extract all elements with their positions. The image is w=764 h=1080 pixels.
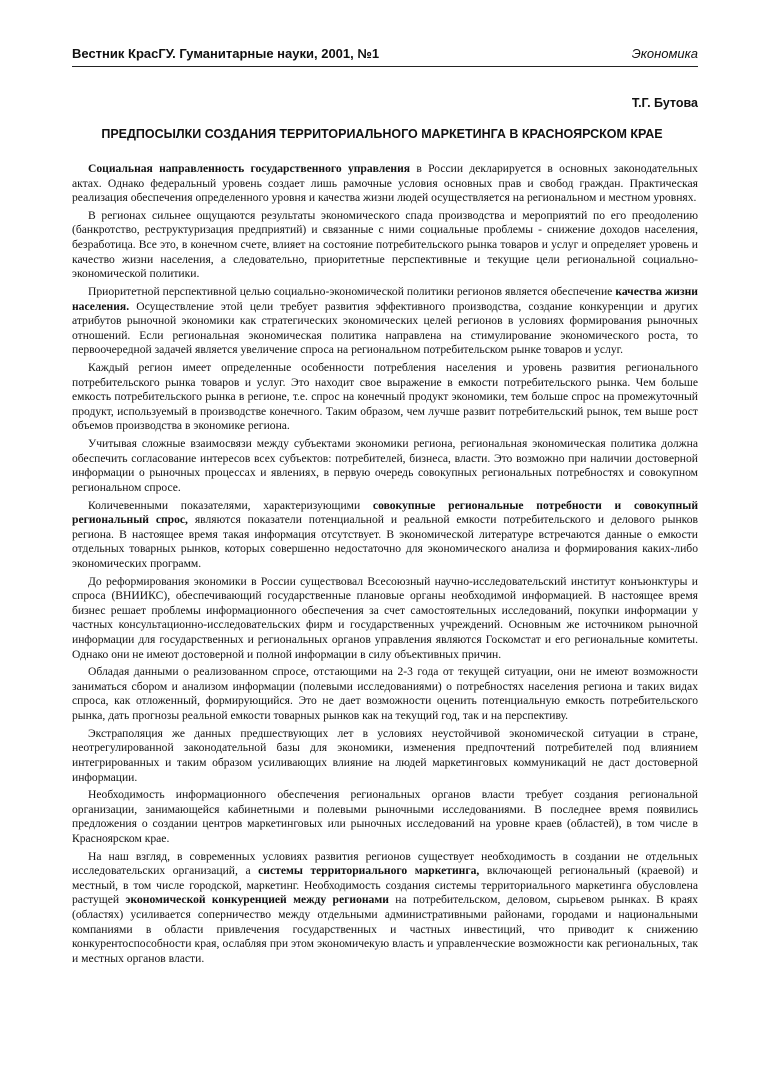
text-run: включающей региональный (краевой) и местный, в том числе городской, маркетинг. Необходимость создания системы территориального маркетинга обусловлена растущей bbox=[72, 864, 699, 907]
text-run: на потребительском, деловом, сырьевом рынках. В краях (областях) усиливается соперничество между отдельными административными районами, городами и национальными компаниями в области привлечения государственных и частных инвестиций, что приводит к снижению конкурентоспособности края, ослабляя при этом экономичекую власть и управленческие возможности как региональных, так и местных органов власти. bbox=[72, 893, 698, 965]
text-run: Осуществление этой цели требует развития эффективного производства, создание конкуренции и других атрибутов рыночной экономики как стратегических экономических целей регионов в условиях формирования рыночных отношений. Если региональная экономическая политика направлена на стимулирование экономического роста, то первоочередной задачей является увеличение спроса на региональном потребительском рынке товаров и услуг. bbox=[72, 299, 698, 357]
body-paragraph bbox=[72, 850, 698, 967]
body-paragraph bbox=[72, 575, 698, 663]
body-paragraph bbox=[72, 499, 698, 572]
text-run: Учитывая сложные взаимосвязи между субъектами экономики региона, региональная экономическая политика должна обеспечить согласование интересов всех субъектов: потребителей, бизнеса, власти. Это возможно при наличии достоверной информации о рыночных процессах и явлениях, в первую очередь совокупных региональных потребностях и совокупном региональном спросе. bbox=[72, 437, 698, 494]
text-run: Приоритетной перспективной целью социально-экономической политики регионов является обеспечение bbox=[88, 284, 616, 298]
body-paragraph bbox=[72, 361, 698, 434]
bold-phrase: экономической конкуренцией между регионами bbox=[125, 893, 389, 907]
text-run: Необходимость информационного обеспечения региональных органов власти требует создания региональной организации, занимающейся кабинетными и полевыми рыночными исследованиями. В последнее время появились предложения о создании центров маркетинговых или рыночных исследований на уровне краев (областей), в том числе в Красноярском крае. bbox=[72, 788, 698, 845]
article-author: Т.Г. Бутова bbox=[631, 96, 698, 110]
section-name: Экономика bbox=[631, 46, 698, 61]
body-paragraph bbox=[72, 285, 698, 358]
body-paragraph bbox=[72, 727, 698, 785]
article-title: ПРЕДПОСЫЛКИ СОЗДАНИЯ ТЕРРИТОРИАЛЬНОГО МАРКЕТИНГА В КРАСНОЯРСКОМ КРАЕ bbox=[101, 127, 663, 141]
journal-title: Вестник КрасГУ. Гуманитарные науки, 2001, №1 bbox=[72, 46, 380, 61]
text-run: в России декларируется в основных законодательных актах. Однако федеральный уровень создает лишь рамочные условия основных прав и свобод граждан. Практическая реализация обеспечения определенного уровня и качества жизни людей осуществляется на региональном и местном уровнях. bbox=[72, 162, 698, 205]
text-run: Количевенными показателями, характеризующими bbox=[88, 498, 373, 512]
text-run: На наш взгляд, в современных условиях развития регионов существует необходимость в создании не отдельных исследовательских организаций, а bbox=[72, 849, 698, 878]
text-run: Обладая данными о реализованном спросе, отстающими на 2-3 года от текущей ситуации, они не имеют возможности заниматься сбором и анализом информации (полевыми исследованиями) о потребностях населения региона и таких видах спроса, как отложенный, формирующийся. Это не дает возможности оценить потенциальную емкость потребительского рынка, дать прогнозы реальной емкости товарных рынков как на текущий год, так и на перспективу. bbox=[72, 665, 698, 723]
text-run: В регионах сильнее ощущаются результаты экономического спада производства и мероприятий по его преодолению (банкротство, реструктуризация предприятий) и связанные с ними социальные проблемы - снижение доходов населения, безработица. Все это, в конечном счете, влияет на состояние потребительского рынка товаров и услуг и определяет уровень и качество жизни населения, а следовательно, приоритетные перспективные и текущие цели региональной социально-экономической политики. bbox=[72, 208, 698, 281]
article-body bbox=[72, 162, 698, 970]
bold-phrase: Социальная направленность государственного управления bbox=[88, 162, 411, 175]
body-paragraph bbox=[72, 162, 698, 206]
body-paragraph bbox=[72, 209, 698, 282]
text-run: Каждый регион имеет определенные особенности потребления населения и уровень развития регионального потребительского рынка товаров и услуг. Это находит свое выражение в емкости потребительского рынка. Чем больше емкость потребительского рынка в регионе, т.е. спрос на конечный продукт экономики, тем больше спрос на промежуточный продукт, используемый в производстве конечного. Таким образом, чем лучше развит потребительский рынок, тем выше рост объемов производства в экономике региона. bbox=[72, 361, 698, 433]
body-paragraph bbox=[72, 437, 698, 495]
bold-phrase: системы территориального маркетинга, bbox=[258, 864, 480, 878]
running-header bbox=[72, 46, 698, 67]
bold-phrase: совокупные региональные потребности и совокупный региональный спрос, bbox=[72, 498, 698, 527]
text-run: Экстраполяция же данных предшествующих лет в условиях неустойчивой экономической ситуации в стране, неотрегулированной законодательной базы для экономики, изменения предпочтений потребителей под влиянием интегрированных и таким образом усиливающих влияние на людей маркетинговых коммуникаций не даст достоверной информации. bbox=[72, 726, 698, 784]
bold-phrase: качества жизни населения. bbox=[72, 284, 698, 313]
body-paragraph bbox=[72, 665, 698, 723]
body-paragraph bbox=[72, 788, 698, 846]
text-run: До реформирования экономики в России существовал Всесоюзный научно-исследовательский институт конъюнктуры и спроса (ВНИИКС), обеспечивающий государственные плановые органы необходимой информацией. В настоящее время бизнес решает проблемы информационного обеспечения за счет самостоятельных исследований, покупки информации у частных консультационно-исследовательских фирм и государственных учреждений. Основным же источником рыночной информации для государственных и региональных органов управления являются Госкомстат и его региональные комитеты. Однако они не имеют достоверной и полной информации в силу объективных причин. bbox=[72, 574, 698, 661]
text-run: являются показатели потенциальной и реальной емкости потребительского и делового рынков региона. В настоящее время такая информация отсутствует. В экономической литературе встречаются данные о емкости отдельных товарных рынков, которых совершенно недостаточно для экономического анализа и формирования каких-либо экономических программ. bbox=[72, 513, 698, 570]
